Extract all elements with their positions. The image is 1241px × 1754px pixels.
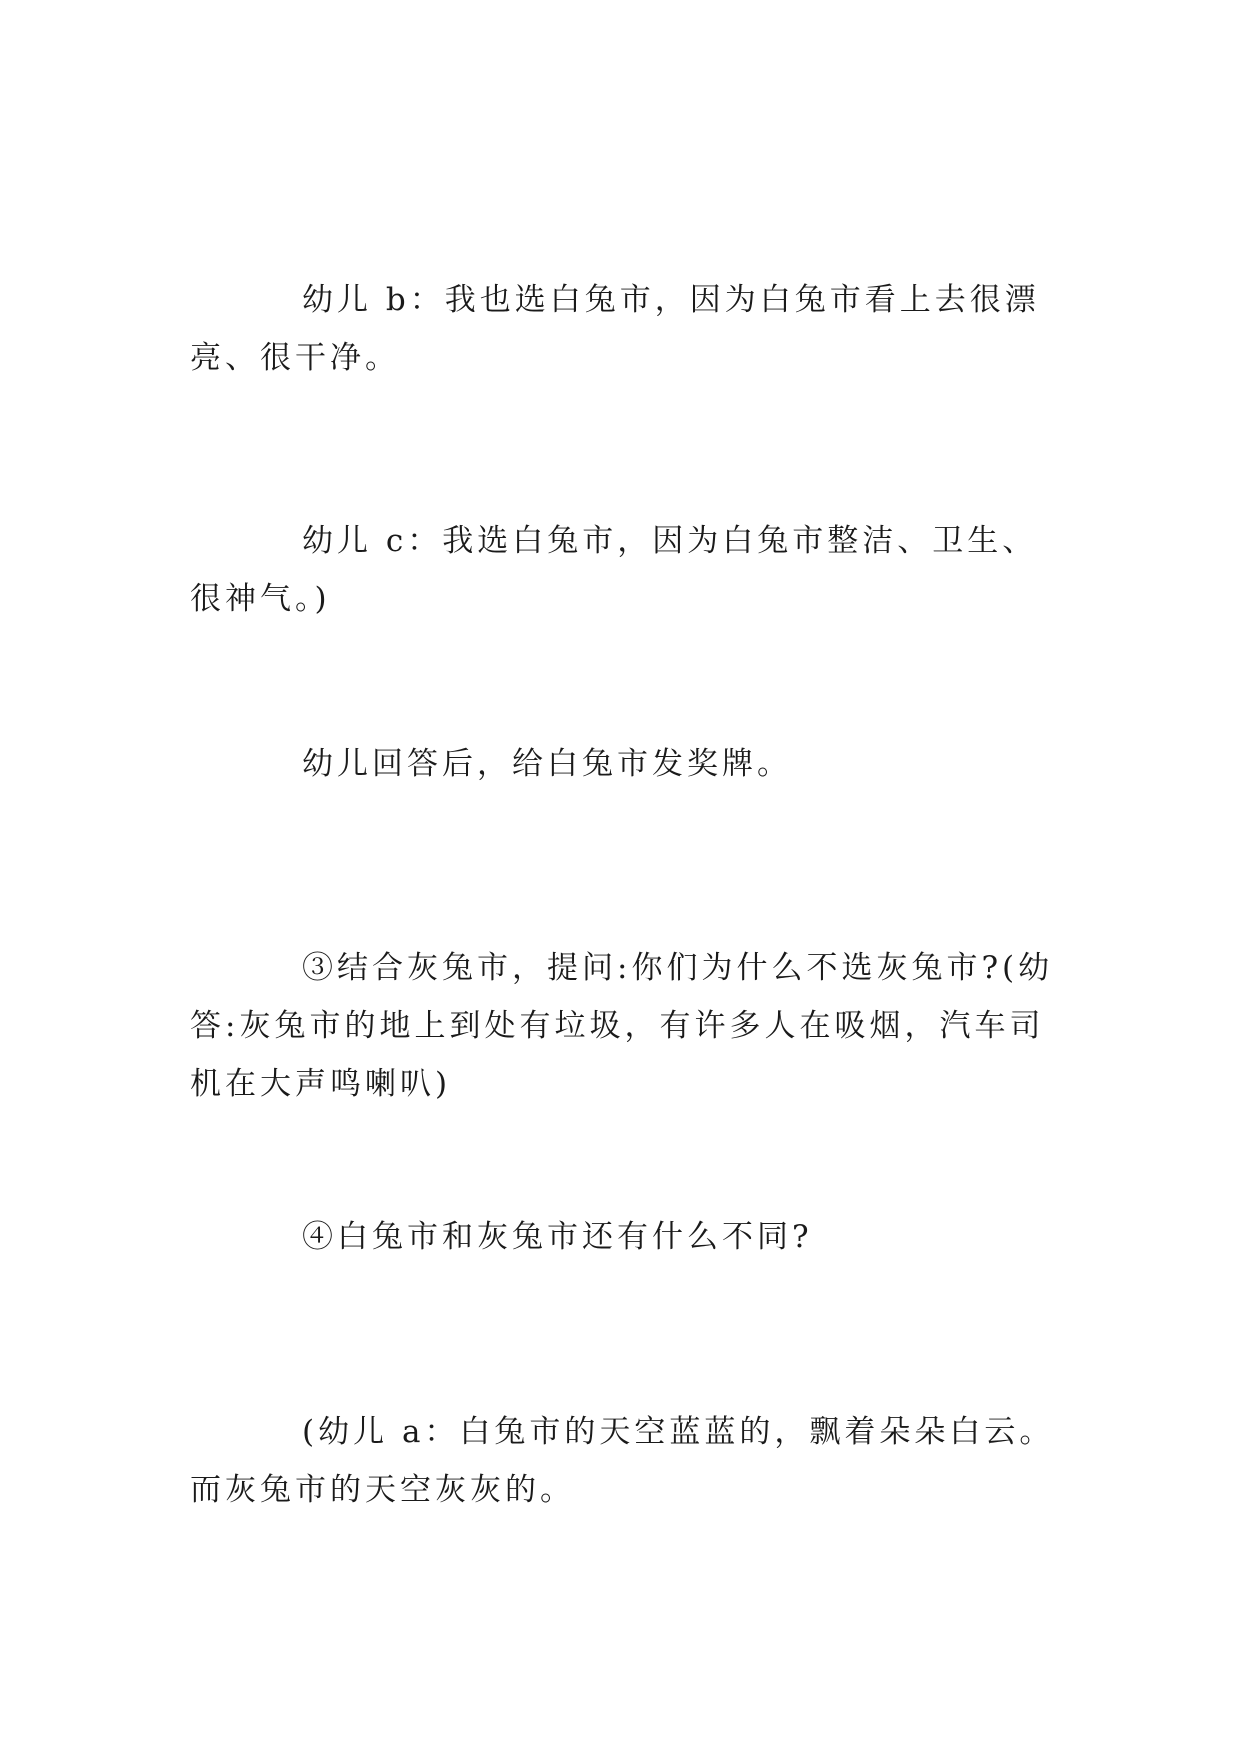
paragraph-child-b-answer: 幼儿 b：我也选白兔市，因为白兔市看上去很漂亮、很干净。 (190, 282, 1040, 376)
paragraph-step-4-question: ④白兔市和灰兔市还有什么不同? (302, 1219, 813, 1255)
paragraph-child-a-answer: (幼儿 a：白兔市的天空蓝蓝的，飘着朵朵白云。而灰兔市的天空灰灰的。 (190, 1414, 1055, 1508)
paragraph-child-c-answer: 幼儿 c：我选白兔市，因为白兔市整洁、卫生、很神气。) (190, 523, 1038, 617)
paragraph-step-3-question: ③结合灰兔市，提问:你们为什么不选灰兔市?(幼答:灰兔市的地上到处有垃圾，有许多人在吸烟，汽车司机在大声鸣喇叭) (190, 950, 1054, 1102)
paragraph-award-medal: 幼儿回答后，给白兔市发奖牌。 (302, 746, 792, 782)
